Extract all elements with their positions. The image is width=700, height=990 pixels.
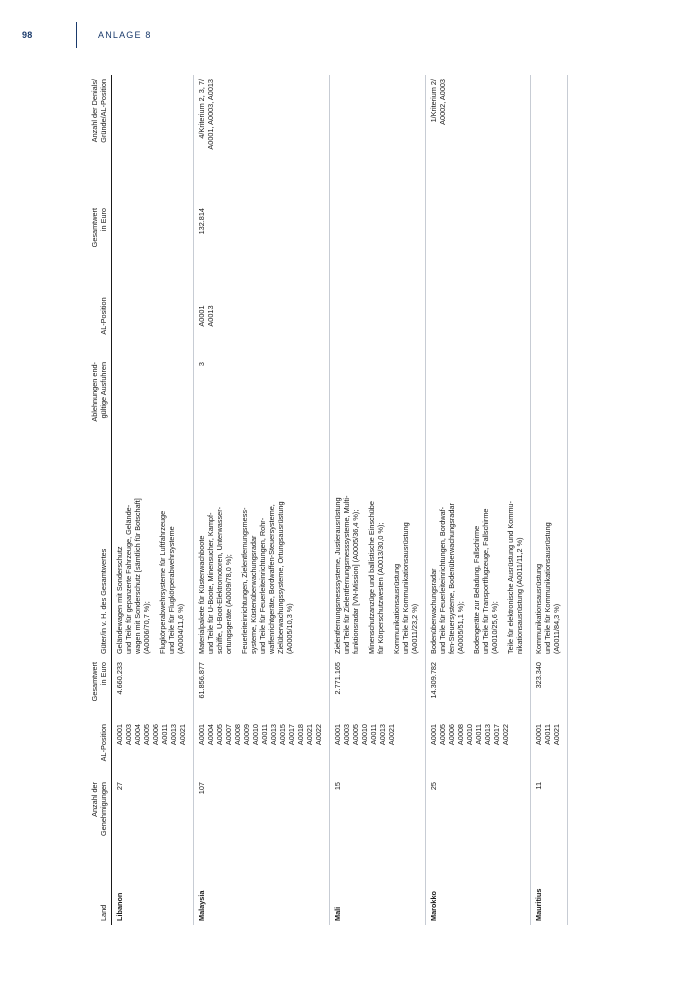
col-header-denials-line1: Anzahl der Denials/ <box>90 79 99 143</box>
table-row <box>194 75 330 925</box>
col-header-ablehnungen-line2: gültige Ausfuhren <box>98 362 108 419</box>
table-row <box>112 75 194 925</box>
header-divider <box>76 22 77 48</box>
goods-line: (A0005/51,1 %); <box>456 601 465 654</box>
total-value-cell: 14.309.782 <box>426 658 531 720</box>
goods-line: und Teile für U-Boote, Minensucher, Kampf- <box>206 512 215 654</box>
table-body <box>112 75 568 925</box>
al-position-code: A0013 <box>169 724 178 746</box>
country-cell: Mauritius <box>531 840 568 925</box>
goods-line: Materialpakete für Küstenwachboote <box>197 535 206 654</box>
denials-line: A0002, A0003 <box>438 79 447 125</box>
denials-line: A0001, A0003, A0013 <box>206 79 215 150</box>
denials-line: 4/Kriterium 2, 3, 7/ <box>197 79 206 139</box>
approvals-count-cell: 107 <box>194 778 330 840</box>
al-position-code: A0001 <box>115 724 124 746</box>
goods-line: und Teile für Kommunikationsausrüstung <box>543 522 552 654</box>
al-position-code: A0011 <box>543 724 552 745</box>
al-position-code: A0004 <box>133 724 142 746</box>
denials-cell <box>426 75 531 204</box>
paragraph-gap <box>385 462 392 654</box>
col-header-gesamtwert-2 <box>80 204 112 274</box>
approvals-count-cell: 27 <box>112 778 194 840</box>
total-value-cell: 2.771.165 <box>330 658 426 720</box>
al-position-code: A0015 <box>278 724 287 746</box>
al-position-code: A0013 <box>483 724 492 746</box>
approvals-count-cell: 25 <box>426 778 531 840</box>
al-position-code: A0010 <box>465 724 474 746</box>
goods-line: fen-Steuersysteme, Bodenüberwachungsradar <box>447 503 456 654</box>
al-position-code: A0013 <box>378 724 387 746</box>
al-position-cell <box>531 720 568 778</box>
goods-line: (A0011/84,3 %) <box>552 603 561 654</box>
al-position-code: A0010 <box>360 724 369 746</box>
goods-line: Geländewagen mit Sonderschutz <box>115 546 124 654</box>
goods-line: Zielentfernungsmesssysteme, Justierausrüstung <box>333 497 342 654</box>
al-position-code: A0001 <box>333 724 342 746</box>
al-position-code: A0021 <box>305 724 314 746</box>
total-value-2-cell: 132.814 <box>194 204 330 274</box>
goods-line: Teile für elektronische Ausrüstung und Kommu- <box>506 501 515 654</box>
table-row <box>330 75 426 925</box>
goods-line: und Teile für Zielentfernungsmesssysteme, Multi- <box>342 495 351 654</box>
col-header-gesamtwert <box>80 658 112 720</box>
al-position-2-cell <box>194 274 330 358</box>
al-position-code: A0001 <box>429 724 438 746</box>
paragraph-gap <box>499 462 506 654</box>
denials-cell <box>531 75 568 204</box>
goods-line: und Teile für Kommunikationsausrüstung <box>401 522 410 654</box>
goods-line: (A0011/23,2 %) <box>410 603 419 654</box>
rotated-table-container <box>80 75 660 925</box>
al-position-code: A0007 <box>224 724 233 746</box>
country-cell: Marokko <box>426 840 531 925</box>
goods-line: und Teile für Feuerleiteinrichtungen, Rohr- <box>258 517 267 654</box>
al-position-code: A0017 <box>287 724 296 746</box>
al-position-code: A0022 <box>501 724 510 746</box>
al-position-2-code: A0013 <box>206 305 215 327</box>
rejections-count-cell <box>112 358 194 458</box>
goods-line: Minenschutzanzüge und ballistische Einschübe <box>367 501 376 654</box>
al-position-code: A0004 <box>206 724 215 746</box>
export-table <box>80 75 568 925</box>
goods-line: (A0010/25,6 %); <box>490 601 499 654</box>
al-position-code: A0022 <box>314 724 323 746</box>
goods-line: nikationsausrüstung (A0011/11,2 %) <box>515 537 524 654</box>
rejections-count-cell: 3 <box>194 358 330 458</box>
paragraph-gap <box>465 462 472 654</box>
country-cell: Libanon <box>112 840 194 925</box>
denials-cell <box>112 75 194 204</box>
goods-line: waffenrichtgeräte, Bordwaffen-Steuersysteme, <box>267 504 276 654</box>
col-header-anzahl <box>80 778 112 840</box>
col-header-gesamtwert-line1: Gesamtwert <box>90 662 99 702</box>
goods-line: funktionsradar [VN-Mission] (A0005/36,4 %); <box>351 509 360 654</box>
col-header-anzahl-line1: Anzahl der <box>90 782 99 817</box>
al-position-2-cell <box>426 274 531 358</box>
al-position-cell <box>426 720 531 778</box>
al-position-code: A0005 <box>215 724 224 746</box>
col-header-denials <box>80 75 112 204</box>
denials-line: 1/Kriterium 2/ <box>429 79 438 123</box>
al-position-code: A0010 <box>251 724 260 746</box>
table-header <box>80 75 112 925</box>
al-position-code: A0017 <box>492 724 501 746</box>
al-position-cell <box>194 720 330 778</box>
goods-line: Kommunikationsausrüstung <box>392 563 401 654</box>
col-header-gesamtwert-2-line1: Gesamtwert <box>90 208 99 248</box>
al-position-code: A0011 <box>369 724 378 745</box>
country-cell: Mali <box>330 840 426 925</box>
al-position-code: A0006 <box>447 724 456 746</box>
total-value-cell: 323.340 <box>531 658 568 720</box>
goods-line: (A0005/10,3 %) <box>285 603 294 654</box>
al-position-code: A0021 <box>178 724 187 746</box>
al-position-code: A0013 <box>269 724 278 746</box>
col-header-ablehnungen <box>80 358 112 458</box>
al-position-code: A0003 <box>124 724 133 746</box>
al-position-cell <box>112 720 194 778</box>
rejections-count-cell <box>531 358 568 458</box>
paragraph-gap <box>151 462 158 654</box>
col-header-gesamtwert-line2: in Euro <box>98 662 108 686</box>
goods-line: Kommunikationsausrüstung <box>534 563 543 654</box>
col-header-gesamtwert-2-line2: in Euro <box>98 208 108 232</box>
page-number: 98 <box>22 30 33 40</box>
al-position-code: A0001 <box>534 724 543 746</box>
al-position-code: A0011 <box>260 724 269 745</box>
denials-cell <box>194 75 330 204</box>
col-header-al-position-2: AL-Position <box>80 274 112 358</box>
goods-cell <box>112 458 194 658</box>
paragraph-gap <box>233 462 240 654</box>
al-position-code: A0006 <box>151 724 160 746</box>
country-cell: Malaysia <box>194 840 330 925</box>
goods-line: und Teile für Flugkörperabwehrsysteme <box>167 526 176 654</box>
rejections-count-cell <box>426 358 531 458</box>
col-header-al-position: AL-Position <box>80 720 112 778</box>
goods-line: Bodengeräte zur Beladung, Fallschirme <box>472 525 481 654</box>
al-position-cell <box>330 720 426 778</box>
al-position-2-cell <box>531 274 568 358</box>
al-position-2-code: A0001 <box>197 305 206 327</box>
col-header-gueter: Güter/in v. H. des Gesamtwertes <box>80 458 112 658</box>
total-value-cell: 61.856.877 <box>194 658 330 720</box>
al-position-code: A0003 <box>342 724 351 746</box>
goods-line: und Teile für Transportflugzeuge, Fallschirme <box>481 508 490 654</box>
goods-line: (A0004/11,6 %) <box>176 603 185 654</box>
goods-line: Bodenüberwachungsradar <box>429 568 438 654</box>
approvals-count-cell: 15 <box>330 778 426 840</box>
goods-line: wagen mit Sonderschutz [sämtlich für Botschaft] <box>133 498 142 654</box>
goods-line: und Teile für Feuerleiteinrichtungen, Bordwaf- <box>438 506 447 654</box>
goods-line: Zielüberwachungssysteme, Ortungsausrüstung <box>276 501 285 654</box>
al-position-code: A0009 <box>242 724 251 746</box>
total-value-2-cell <box>531 204 568 274</box>
al-position-code: A0005 <box>351 724 360 746</box>
al-position-code: A0005 <box>142 724 151 746</box>
al-position-code: A0008 <box>456 724 465 746</box>
al-position-code: A0005 <box>438 724 447 746</box>
goods-cell <box>531 458 568 658</box>
al-position-code: A0011 <box>160 724 169 745</box>
approvals-count-cell: 11 <box>531 778 568 840</box>
total-value-cell: 4.660.233 <box>112 658 194 720</box>
table-row <box>531 75 568 925</box>
al-position-code: A0001 <box>197 724 206 746</box>
goods-line: (A0006/70,7 %); <box>142 601 151 654</box>
al-position-code: A0008 <box>233 724 242 746</box>
goods-line: systeme, Küstenüberwachungsradar <box>249 535 258 654</box>
goods-line: und Teile für gepanzerte Fahrzeuge, Gelände- <box>124 504 133 654</box>
goods-line: Flugkörperabwehrsysteme für Luftfahrzeuge <box>158 510 167 654</box>
goods-cell <box>426 458 531 658</box>
denials-cell <box>330 75 426 204</box>
goods-line: Feuerleiteinrichtungen, Zielentfernungsmess- <box>240 507 249 654</box>
goods-line: schiffe, U-Boot-Elektromotoren, Unterwasser- <box>215 506 224 654</box>
al-position-code: A0011 <box>474 724 483 745</box>
al-position-code: A0018 <box>296 724 305 746</box>
total-value-2-cell <box>426 204 531 274</box>
goods-line: für Körperschutzwesten (A0013/30,0 %); <box>376 522 385 654</box>
al-position-2-cell <box>330 274 426 358</box>
rejections-count-cell <box>330 358 426 458</box>
al-position-code: A0021 <box>387 724 396 746</box>
paragraph-gap <box>360 462 367 654</box>
col-header-land: Land <box>80 840 112 925</box>
col-header-denials-line2: Gründe/AL-Position <box>98 79 108 143</box>
col-header-anzahl-line2: Genehmigungen <box>98 782 108 836</box>
goods-cell <box>330 458 426 658</box>
al-position-2-cell <box>112 274 194 358</box>
table-row <box>426 75 531 925</box>
col-header-ablehnungen-line1: Ablehnungen end- <box>90 362 99 422</box>
goods-cell <box>194 458 330 658</box>
page-header-title: ANLAGE 8 <box>98 30 152 40</box>
total-value-2-cell <box>330 204 426 274</box>
total-value-2-cell <box>112 204 194 274</box>
al-position-code: A0021 <box>552 724 561 746</box>
goods-line: ortungsgeräte (A0009/78,0 %); <box>224 554 233 654</box>
